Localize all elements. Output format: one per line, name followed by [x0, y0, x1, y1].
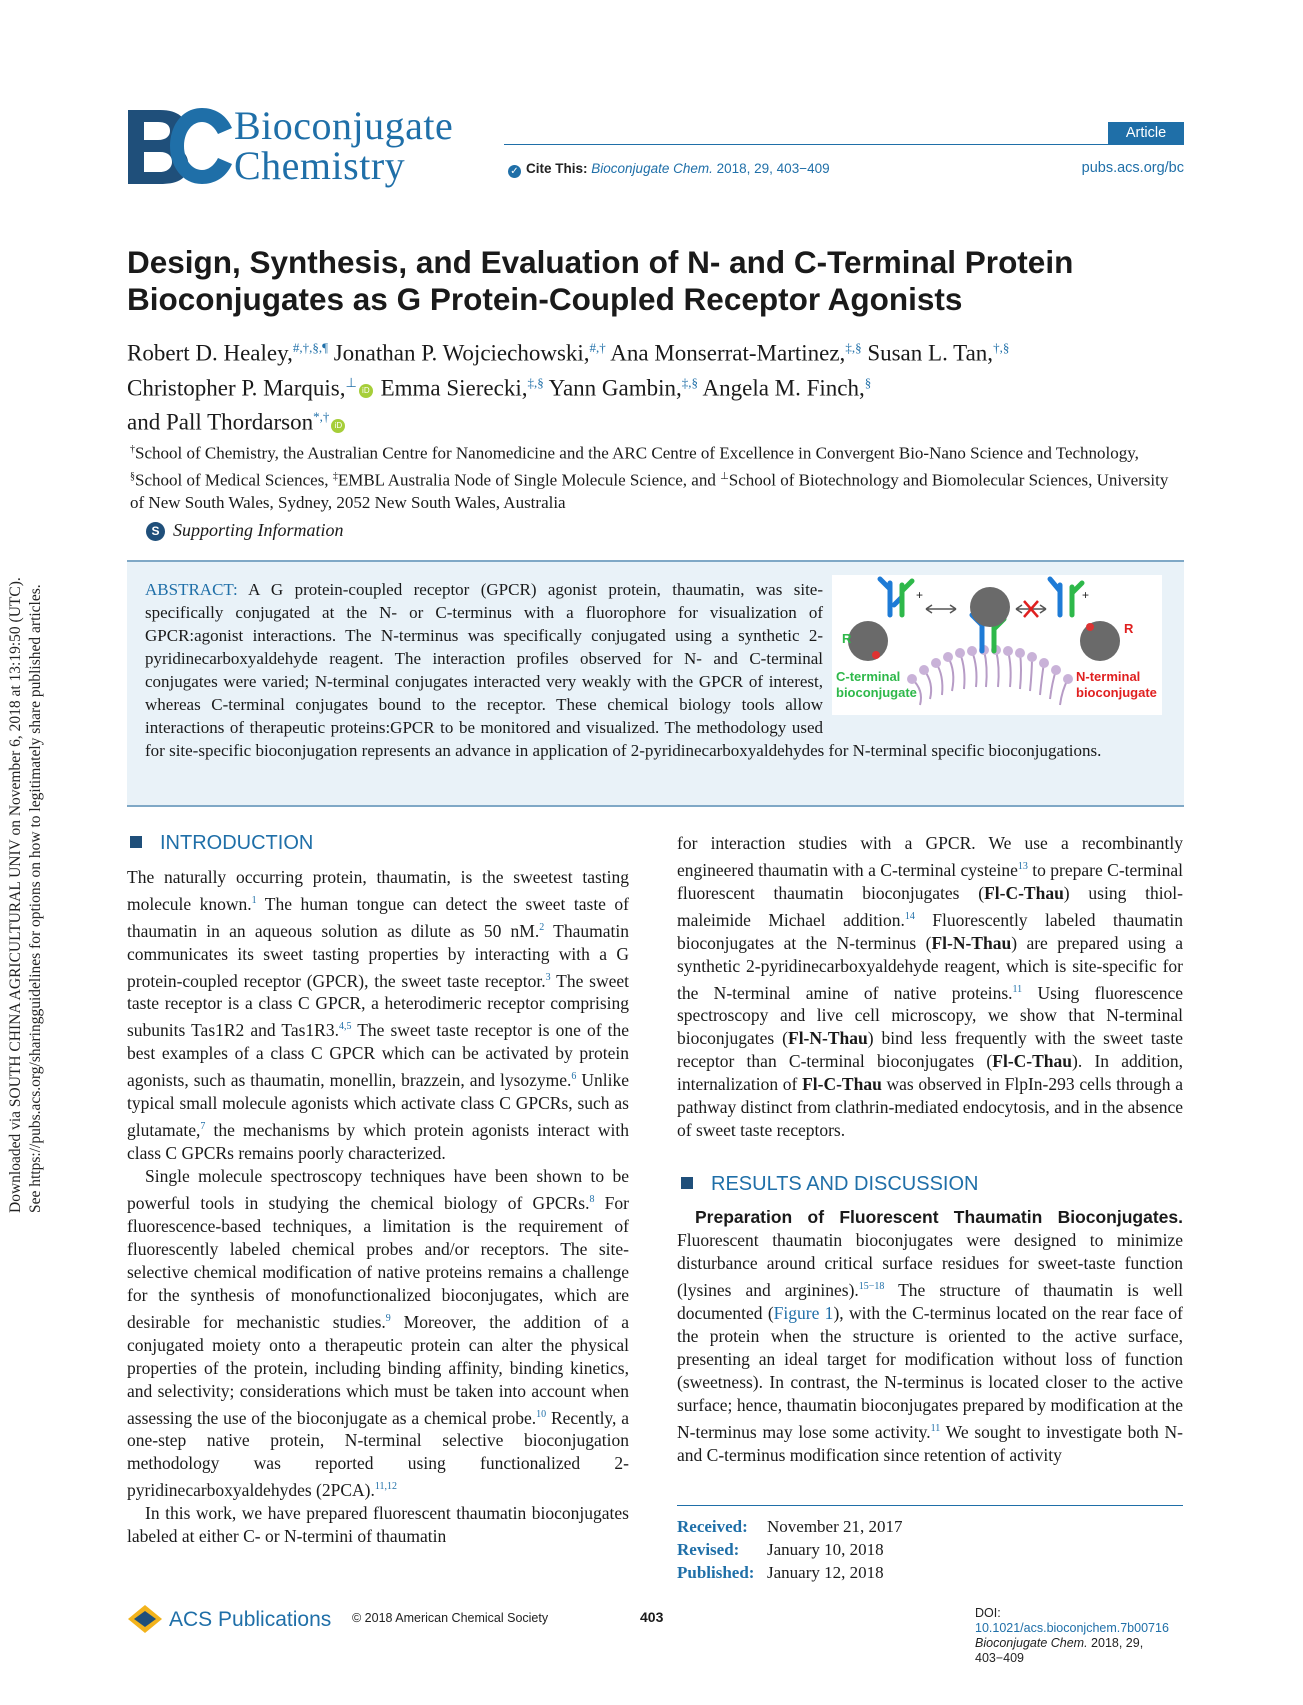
doi-link[interactable]: 10.1021/acs.bioconjchem.7b00716: [975, 1621, 1169, 1635]
footer-citation: 2018, 29, 403−409: [975, 1636, 1144, 1665]
cite-label: Cite This:: [526, 161, 588, 176]
author-list: [127, 333, 1187, 437]
acs-logo-icon: [127, 1604, 163, 1634]
compound-name: Fl-C-Thau: [992, 1051, 1072, 1072]
author-affil[interactable]: #,†,§,¶: [292, 340, 328, 355]
author-name: Emma Sierecki,: [380, 375, 528, 401]
intro-paragraph-3: In this work, we have prepared fluorescent thaumatin bioconjugates labeled at either C- or N-termini of thaumatin: [127, 1503, 629, 1547]
journal-name-line-2: Chemistry: [234, 143, 406, 188]
citation-link[interactable]: 6: [571, 1071, 577, 1083]
author-affil[interactable]: #,†: [589, 340, 606, 355]
toc-c-label-1: C-terminal: [836, 669, 901, 684]
citation-link[interactable]: 3: [545, 971, 551, 983]
affil-mark: §: [130, 470, 135, 482]
affil-text: EMBL Australia Node of Single Molecule Science, and: [337, 470, 721, 490]
author-name: Ana Monserrat-Martinez,: [610, 340, 846, 366]
page-number: 403: [640, 1609, 664, 1625]
author-name: Angela M. Finch,: [702, 375, 865, 401]
supporting-info-label: Supporting Information: [173, 520, 344, 540]
introduction-heading-label: INTRODUCTION: [160, 832, 314, 854]
left-column: [127, 866, 629, 1548]
compound-name: Fl-C-Thau: [802, 1074, 882, 1095]
copyright: © 2018 American Chemical Society: [352, 1611, 549, 1625]
bc-logo-icon: [126, 104, 236, 188]
toc-c-label-2: bioconjugate: [836, 685, 917, 700]
author-affil[interactable]: ‡,§: [527, 374, 544, 390]
date-value: January 10, 2018: [767, 1540, 884, 1559]
doi-label: DOI:: [975, 1606, 1001, 1620]
citation-link[interactable]: 11: [1012, 983, 1023, 995]
abstract-body: A G protein-coupled receptor (GPCR) agonist protein, thaumatin, was site-specifically conjugated at the N- or C-terminus with a fluorophore for visualization of GPCR:agonist interactions. The N-terminus was specifically conjugated using a synthetic 2-pyridinecarboxyaldehyde reagent. The interaction profiles observed for N- and C-terminal conjugates were varied; N-terminal conjugates interacted very weakly with the GPCR of interest, whereas C-terminal conjugates bound to the receptor. These chemical biology tools allow interactions of therapeutic proteins:GPCR to be monitored and visualized. The methodology used for site-specific bioconjugation represents an advance in application of 2-pyridinecarboxyaldehydes for N-terminal specific bioconjugations.: [145, 580, 1102, 760]
publisher-name: ACS Publications: [169, 1608, 332, 1631]
affil-mark: †: [130, 444, 135, 455]
citation-link[interactable]: 2: [539, 921, 545, 933]
right-column-intro: for interaction studies with a GPCR. We use a recombinantly engineered thaumatin with a C-terminal cysteine$^{13}$ to prepare C-terminal fluorescent thaumatin bioconjugates (Fl-C-Thau) using thiol-maleimide Michael addition.$^{14}$ Fluorescently labeled thaumatin bioconjugates at the N-terminus (Fl-N-Thau) are prepared using a synthetic 2-pyridinecarboxyaldehyde reagent, which is site-specific for the N-terminal amine of native proteins.$^{11}$ Using fluorescence spectroscopy and live cell microscopy, we show that N-terminal bioconjugates (Fl-N-Thau) bind less frequently with the sweet taste receptor than C-terminal bioconjugates (Fl-C-Thau). In addition, internalization of Fl-C-Thau was observed in FlpIn-293 cells through a pathway distinct from clathrin-mediated endocytosis, and in the absence of sweet taste receptors.: [677, 833, 1183, 1141]
affiliations: [130, 438, 1185, 514]
author-name: Yann Gambin,: [548, 375, 682, 401]
affil-text: School of Biotechnology and Biomolecular Sciences, University of New South Wales, Sydney, 2052 New South Wales, Australia: [130, 470, 1169, 513]
footer-journal: Bioconjugate Chem.: [975, 1636, 1088, 1650]
citation-link[interactable]: 15−18: [858, 1281, 885, 1292]
cite-journal[interactable]: Bioconjugate Chem.: [591, 161, 713, 176]
toc-r-left: R: [842, 631, 852, 646]
compound-name: Fl-N-Thau: [931, 932, 1012, 953]
cite-this[interactable]: [508, 161, 830, 178]
toc-n-label-2: bioconjugate: [1076, 685, 1157, 700]
date-label: Published:: [677, 1563, 755, 1582]
citation-link[interactable]: 4,5: [338, 1021, 352, 1033]
author-name: Jonathan P. Wojciechowski,: [333, 340, 590, 366]
results-subheading: Preparation of Fluorescent Thaumatin Bioconjugates.: [695, 1207, 1183, 1227]
toc-plus-right: +: [1082, 588, 1090, 602]
compound-name: Fl-N-Thau: [788, 1028, 868, 1049]
date-label: Received:: [677, 1517, 748, 1536]
article-title: Design, Synthesis, and Evaluation of N- and C-Terminal Protein Bioconjugates as G Protein-Coupled Receptor Agonists: [127, 244, 1074, 317]
publication-dates: [677, 1515, 903, 1584]
abstract-text: [145, 578, 1165, 762]
date-row: [677, 1561, 903, 1584]
date-row: [677, 1515, 903, 1538]
results-paragraph: Preparation of Fluorescent Thaumatin Bioconjugates. Fluorescent thaumatin bioconjugates were designed to minimize disturbance around critical surface residues for sweet-taste function (lysines and arginines).$^{15-18}$ The structure of thaumatin is well documented (Figure 1), with the C-terminus located on the rear face of the protein when the structure is oriented to the active surface, presenting an ideal target for modification without loss of function (sweetness). In contrast, the N-terminus is located closer to the active surface; hence, thaumatin bioconjugates prepared by modification at the N-terminus may lose some activity.$^{11}$ We sought to investigate both N- and C-terminus modification since retention of activity: [677, 1207, 1183, 1465]
author-affil[interactable]: ⊥: [345, 374, 357, 390]
supporting-information-link[interactable]: [146, 520, 344, 541]
article-type-badge: Article: [1108, 122, 1184, 144]
author-affil[interactable]: ‡,§: [681, 374, 699, 390]
toc-n-label-1: N-terminal: [1076, 669, 1141, 684]
citation-link[interactable]: 14: [904, 910, 915, 922]
download-notice-line-2[interactable]: See https://pubs.acs.org/sharingguidelines for options on how to legitimately share published articles.: [27, 584, 44, 1213]
citation-link[interactable]: 9: [385, 1312, 391, 1324]
citation-link[interactable]: 8: [589, 1193, 595, 1205]
orcid-icon[interactable]: iD: [331, 419, 345, 433]
journal-logo[interactable]: [126, 104, 506, 188]
introduction-heading: [130, 832, 313, 855]
citation-link[interactable]: 11: [930, 1422, 941, 1434]
heading-square-icon: [681, 1177, 693, 1189]
author-affil[interactable]: †,§: [993, 340, 1010, 355]
results-heading-label: RESULTS AND DISCUSSION: [711, 1173, 979, 1195]
date-row: [677, 1538, 903, 1561]
citation-link[interactable]: 1: [251, 895, 257, 906]
citation-link[interactable]: 11,12: [374, 1481, 397, 1493]
affil-text: School of Chemistry, the Australian Centre for Nanomedicine and the ARC Centre of Excellence in Convergent Bio-Nano Science and Technology,: [135, 443, 1139, 463]
date-label: Revised:: [677, 1540, 740, 1559]
author-name: and Pall Thordarson: [127, 409, 314, 435]
date-value: November 21, 2017: [767, 1517, 903, 1536]
intro-paragraph-2: Single molecule spectroscopy techniques have been shown to be powerful tools in studying the chemical biology of GPCRs.$^8$ For fluorescence-based techniques, a limitation is the requirement of fluorescently labeled chemical probes and/or receptors. The site-selective chemical modification of native proteins remains a challenge for the synthesis of monofunctionalized bioconjugates, which are desirable for mechanistic studies.$^9$ Moreover, the addition of a conjugated moiety onto a therapeutic protein can alter the physical properties of the protein, including binding affinity, binding kinetics, and selectivity; considerations which must be taken into account when assessing the use of the bioconjugate as a chemical probe.$^{10}$ Recently, a one-step native protein, N-terminal selective bioconjugation methodology was reported using functionalized 2-pyridinecarboxyaldehydes (2PCA).$^{11,12}$: [127, 1165, 629, 1501]
figure-1-link[interactable]: Figure 1: [773, 1302, 834, 1323]
author-affil[interactable]: *,†: [313, 409, 330, 425]
affil-mark: ⊥: [720, 470, 729, 482]
cite-volume[interactable]: 2018, 29, 403−409: [716, 161, 830, 176]
orcid-icon[interactable]: iD: [359, 384, 373, 398]
doi-block: [975, 1606, 1185, 1666]
intro-paragraph-1: The naturally occurring protein, thaumatin, is the sweetest tasting molecule known.$^1$ The human tongue can detect the sweet taste of thaumatin in an aqueous solution as dilute as 50 nM.$^2$ Thaumatin communicates its sweet tasting properties by interacting with a G protein-coupled receptor (GPCR), the sweet taste receptor.$^3$ The sweet taste receptor is a class C GPCR, a heterodimeric receptor comprising subunits Tas1R2 and Tas1R3.$^{4,5}$ The sweet taste receptor is one of the best examples of a class C GPCR which can be activated by protein agonists, such as thaumatin, monellin, brazzein, and lysozyme.$^6$ Unlike typical small molecule agonists which activate class C GPCRs, such as glutamate,$^7$ the mechanisms by which protein agonists interact with class C GPCRs remains poorly characterized.: [127, 867, 629, 1163]
author-affil[interactable]: ‡,§: [845, 340, 862, 355]
citation-link[interactable]: 13: [1017, 861, 1028, 872]
compound-name: Fl-C-Thau: [984, 882, 1064, 903]
supporting-info-icon: S: [146, 522, 165, 541]
author-name: Robert D. Healey,: [127, 340, 293, 366]
affil-mark: ‡: [332, 470, 338, 482]
date-value: January 12, 2018: [767, 1563, 884, 1582]
toc-plus-left: +: [916, 588, 924, 602]
author-affil[interactable]: §: [864, 374, 872, 390]
citation-link[interactable]: 10: [536, 1408, 547, 1420]
toc-float-spacer: [823, 578, 1165, 720]
check-icon: ✓: [508, 165, 521, 178]
header-rule: [504, 144, 1184, 145]
affil-text: School of Medical Sciences,: [135, 470, 333, 490]
journal-url[interactable]: pubs.acs.org/bc: [1081, 160, 1184, 176]
heading-square-icon: [130, 836, 142, 848]
citation-link[interactable]: 7: [200, 1121, 206, 1133]
author-name: Susan L. Tan,: [867, 340, 994, 366]
journal-name-line-1: Bioconjugate: [234, 103, 454, 148]
download-notice: [6, 493, 46, 1213]
abstract-label: ABSTRACT:: [145, 580, 238, 599]
results-heading: [681, 1173, 978, 1196]
toc-r-right: R: [1124, 621, 1134, 636]
dates-rule: [677, 1505, 1183, 1506]
acs-publications-logo[interactable]: [127, 1604, 331, 1634]
download-notice-line-1: Downloaded via SOUTH CHINA AGRICULTURAL UNIV on November 6, 2018 at 13:19:50 (UTC).: [7, 577, 24, 1213]
author-name: Christopher P. Marquis,: [127, 375, 346, 401]
